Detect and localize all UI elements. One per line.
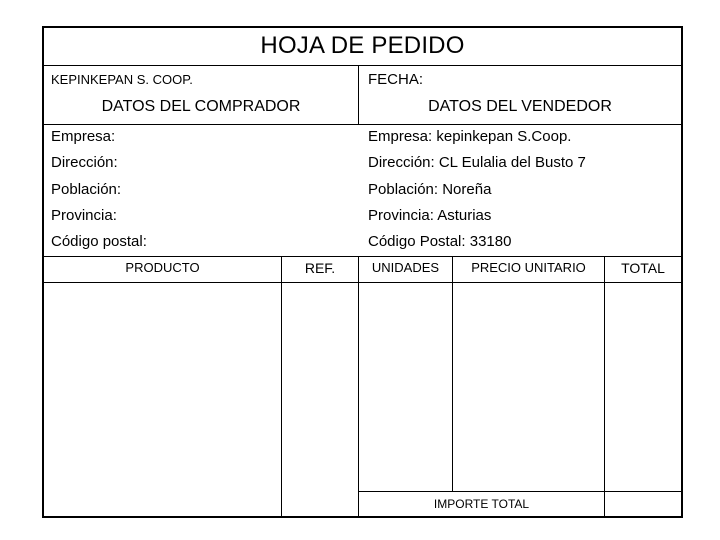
table-top-divider <box>44 256 681 257</box>
col-total: TOTAL <box>621 260 665 276</box>
seller-heading: DATOS DEL VENDEDOR <box>428 98 612 115</box>
col-divider-total <box>604 256 605 516</box>
title-divider <box>44 65 681 66</box>
col-unidades: UNIDADES <box>371 260 440 275</box>
buyer-direccion: Dirección: <box>51 154 118 171</box>
col-divider-ref <box>281 256 282 516</box>
buyer-empresa: Empresa: <box>51 128 116 145</box>
col-ref: REF. <box>304 260 336 276</box>
buyer-provincia: Provincia: <box>51 207 117 224</box>
buyer-poblacion: Población: <box>51 181 122 198</box>
seller-provincia: Provincia: Asturias <box>368 207 492 224</box>
header-divider <box>358 65 359 125</box>
seller-empresa: Empresa: kepinkepan S.Coop. <box>368 128 572 145</box>
buyer-heading: DATOS DEL COMPRADOR <box>101 98 301 115</box>
col-divider-precio <box>452 256 453 491</box>
importe-total-divider <box>358 491 681 492</box>
col-divider-unidades <box>358 256 359 516</box>
col-producto: PRODUCTO <box>125 260 200 275</box>
seller-poblacion: Población: Noreña <box>368 181 492 198</box>
company-code: KEPINKEPAN S. COOP. <box>51 72 193 87</box>
order-form <box>42 26 683 518</box>
fecha-label: FECHA: <box>368 71 424 88</box>
seller-codigo-postal: Código Postal: 33180 <box>368 233 512 250</box>
heading-divider <box>44 124 681 125</box>
seller-direccion: Dirección: CL Eulalia del Busto 7 <box>368 154 586 171</box>
importe-total-label: IMPORTE TOTAL <box>433 497 530 511</box>
col-precio-unitario: PRECIO UNITARIO <box>471 260 586 275</box>
form-title: HOJA DE PEDIDO <box>260 32 465 59</box>
table-header-divider <box>44 282 681 283</box>
buyer-codigo-postal: Código postal: <box>51 233 147 250</box>
